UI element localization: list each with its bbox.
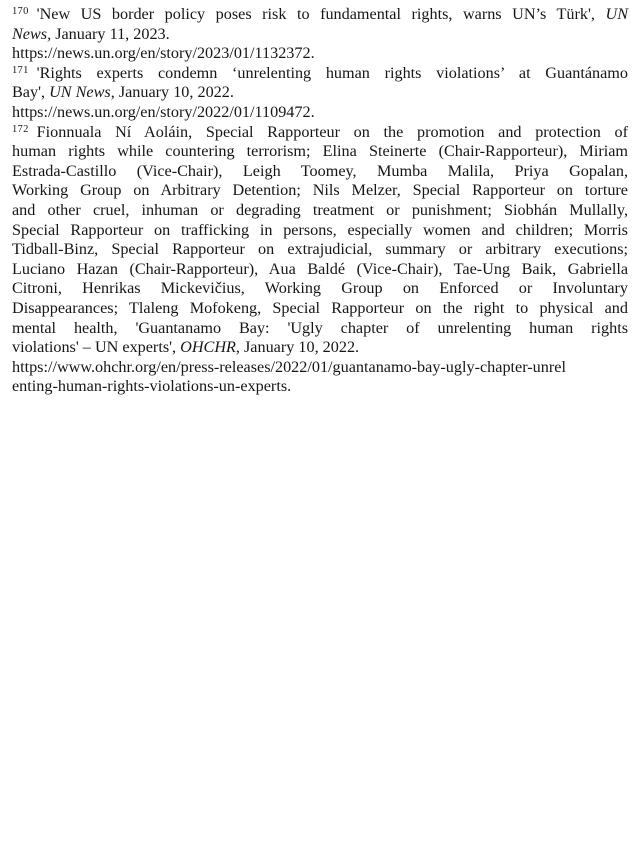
footnote-text-line bbox=[12, 25, 628, 45]
footnote-text-line bbox=[12, 181, 628, 201]
footnote-text: Luciano Hazan (Chair-Rapporteur), Aua Baldé (Vice-Chair), Tae-Ung Baik, Gabriella bbox=[12, 259, 628, 278]
footnote-text: Tidball-Binz, Special Rapporteur on extrajudicial, summary or arbitrary executions; bbox=[12, 240, 628, 259]
footnote-text: violations' – UN experts', bbox=[12, 338, 181, 357]
footnote-text-line bbox=[12, 221, 628, 241]
footnote-marker: 171 bbox=[12, 64, 29, 76]
source-name-italic: UN News bbox=[49, 83, 111, 102]
footnote-text-line bbox=[12, 201, 628, 221]
footnote-text-line bbox=[12, 142, 628, 162]
footnote-text-line bbox=[12, 260, 628, 280]
footnote-text: , January 10, 2022. bbox=[235, 338, 360, 357]
footnote-text: Working Group on Arbitrary Detention; Nils Melzer, Special Rapporteur on torture bbox=[12, 181, 628, 200]
footnote-url-text: https://news.un.org/en/story/2022/01/1109472. bbox=[12, 102, 315, 121]
footnote-url-line bbox=[12, 358, 628, 378]
footnote-text: Special Rapporteur on trafficking in persons, especially women and children; Morris bbox=[12, 220, 628, 239]
footnote-170 bbox=[12, 5, 628, 64]
footnote-url-text: enting-human-rights-violations-un-experts. bbox=[12, 377, 292, 396]
footnote-text: Estrada-Castillo (Vice-Chair), Leigh Toomey, Mumba Malila, Priya Gopalan, bbox=[12, 161, 628, 180]
source-name-italic: UN bbox=[605, 5, 628, 23]
footnote-text: and other cruel, inhuman or degrading treatment or punishment; Siobhán Mullally, bbox=[12, 200, 628, 219]
footnote-text: 'New US border policy poses risk to fundamental rights, warns UN’s Türk', bbox=[36, 5, 606, 23]
footnote-text-line bbox=[12, 123, 628, 143]
footnote-171 bbox=[12, 64, 628, 123]
footnote-text-line bbox=[12, 83, 628, 103]
footnote-marker: 172 bbox=[12, 123, 29, 135]
footnote-text-line bbox=[12, 162, 628, 182]
footnote-text: Disappearances; Tlaleng Mofokeng, Special Rapporteur on the right to physical and bbox=[12, 298, 628, 317]
footnote-url-line bbox=[12, 44, 628, 64]
footnote-text: human rights while countering terrorism; Elina Steinerte (Chair-Rapporteur), Miriam bbox=[12, 142, 628, 161]
footnote-url-line bbox=[12, 103, 628, 123]
footnote-url-text: https://news.un.org/en/story/2023/01/1132372. bbox=[12, 44, 315, 63]
footnote-text-line bbox=[12, 5, 628, 25]
footnote-text-line bbox=[12, 338, 628, 358]
footnote-url-line bbox=[12, 377, 628, 397]
source-name-italic: OHCHR bbox=[180, 338, 236, 357]
footnote-text: Bay', bbox=[12, 83, 50, 102]
footnote-text: Fionnuala Ní Aoláin, Special Rapporteur on the promotion and protection of bbox=[36, 122, 628, 141]
footnote-text: , January 10, 2022. bbox=[110, 83, 234, 102]
footnote-text-line bbox=[12, 64, 628, 84]
footnote-marker: 170 bbox=[12, 6, 29, 17]
footnote-text: January 11, 2023. bbox=[51, 24, 170, 43]
footnote-text: Citroni, Henrikas Mickevičius, Working Group on Enforced or Involuntary bbox=[12, 279, 628, 298]
footnote-url-text: https://www.ohchr.org/en/press-releases/2022/01/guantanamo-bay-ugly-chapter-unrel bbox=[12, 357, 566, 376]
footnote-text: 'Rights experts condemn ‘unrelenting human rights violations’ at Guantánamo bbox=[36, 63, 628, 82]
footnote-172 bbox=[12, 123, 628, 397]
footnote-text: mental health, 'Guantanamo Bay: 'Ugly chapter of unrelenting human rights bbox=[12, 318, 628, 337]
footnote-text-line bbox=[12, 240, 628, 260]
footnotes-block bbox=[12, 5, 628, 397]
footnote-text-line bbox=[12, 279, 628, 299]
footnote-text-line bbox=[12, 299, 628, 319]
footnote-text-line bbox=[12, 319, 628, 339]
source-name-italic: News, bbox=[12, 24, 52, 43]
